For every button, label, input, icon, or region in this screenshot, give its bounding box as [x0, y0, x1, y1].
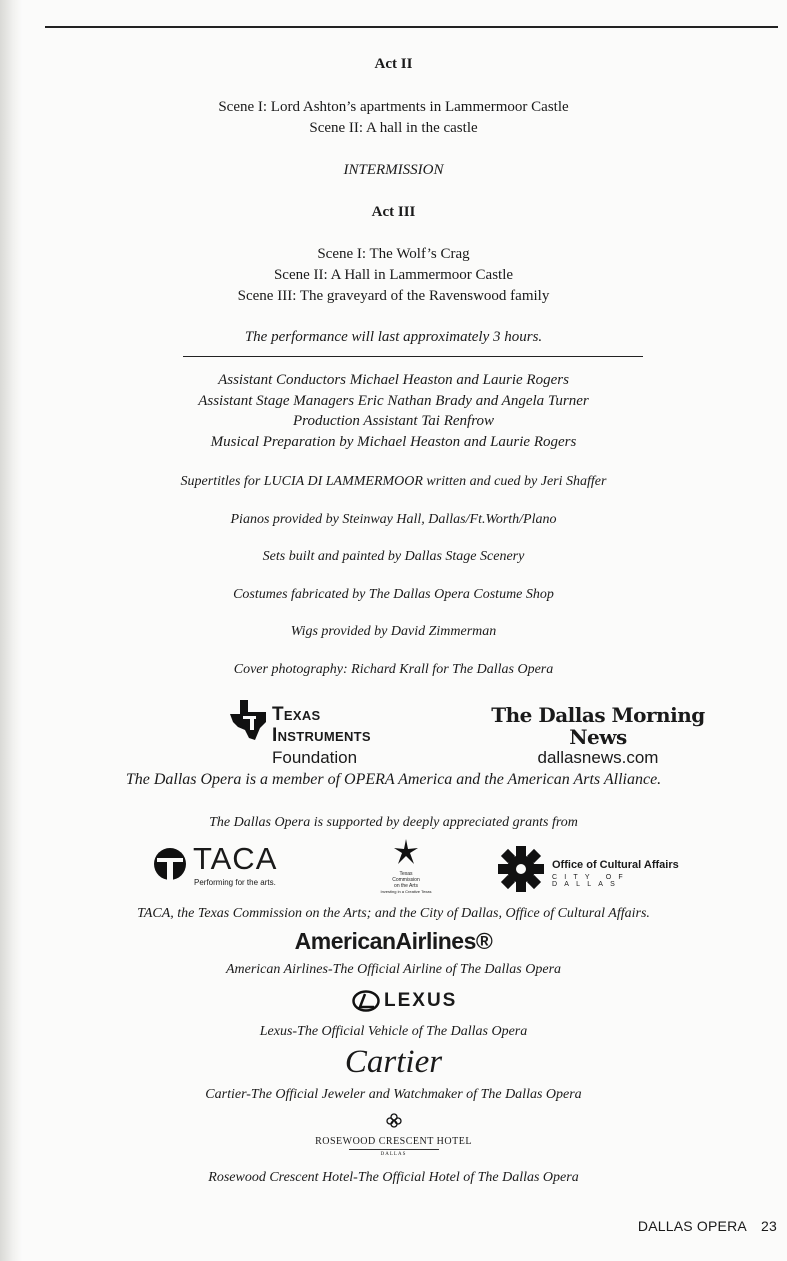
intermission: INTERMISSION [343, 162, 444, 178]
top-rule [45, 26, 778, 28]
taca-logo [153, 841, 333, 895]
dmn-masthead: The Dallas Morning News [491, 703, 705, 749]
credit-pianos: Pianos provided by Steinway Hall, Dallas/Ft.Worth/Plano [230, 512, 557, 527]
lexus-wordmark: LEXUS [384, 990, 458, 1011]
cartier-logo: Cartier [344, 1044, 443, 1080]
lexus-credit: Lexus-The Official Vehicle of The Dallas Opera [259, 1024, 528, 1039]
taca-t-icon [153, 847, 187, 881]
middle-rule [183, 356, 643, 357]
performance-duration: The performance will last approximately 3 hours. [244, 329, 543, 345]
credit-cover-photography: Cover photography: Richard Krall for The Dallas Opera [233, 662, 554, 677]
rosewood-name: ROSEWOOD CRESCENT HOTEL [315, 1136, 472, 1147]
tca-line-3: on the Arts [394, 883, 418, 889]
credit-supertitles: Supertitles for LUCIA DI LAMMERMOOR written and cued by Jeri Shaffer [180, 474, 607, 489]
credit-stage-managers: Assistant Stage Managers Eric Nathan Brady and Angela Turner [198, 393, 589, 409]
american-airlines-logo: AmericanAirlines® [294, 928, 493, 954]
taca-tagline: Performing for the arts. [194, 878, 276, 887]
texas-instruments-logo [230, 700, 430, 770]
act3-heading: Act III [371, 204, 416, 220]
act2-scene-2: Scene II: A hall in the castle [309, 120, 478, 136]
ti-line-2: Instruments [272, 725, 371, 746]
credit-musical-preparation: Musical Preparation by Michael Heaston and Laurie Rogers [210, 434, 577, 450]
cartier-credit: Cartier-The Official Jeweler and Watchmaker of The Dallas Opera [205, 1087, 582, 1102]
oca-subtitle: CITY OF DALLAS [552, 874, 630, 888]
ti-line-1: Texas [272, 704, 321, 725]
page-number: 23 [761, 1218, 777, 1234]
credit-production-assistant: Production Assistant Tai Renfrow [293, 413, 494, 429]
ti-foundation-label: Foundation [272, 748, 358, 767]
credit-sets: Sets built and painted by Dallas Stage Scenery [262, 549, 525, 564]
act3-scene-3: Scene III: The graveyard of the Ravenswood family [237, 288, 550, 304]
star-icon [392, 838, 420, 866]
tca-line-4: Investing in a Creative Texas [380, 889, 432, 894]
grants-intro: The Dallas Opera is supported by deeply appreciated grants from [209, 815, 578, 830]
office-cultural-affairs-logo [498, 846, 698, 892]
taca-wordmark: TACA [193, 841, 278, 876]
tca-line-2: Commission [392, 877, 420, 883]
rosewood-divider [349, 1149, 439, 1150]
credit-wigs: Wigs provided by David Zimmerman [290, 624, 497, 639]
oca-title: Office of Cultural Affairs [552, 859, 679, 871]
act3-scene-1: Scene I: The Wolf’s Crag [317, 246, 470, 262]
rosewood-city: DALLAS [380, 1152, 407, 1157]
texas-commission-arts-logo [370, 838, 442, 896]
footer-publication: DALLAS OPERA [637, 1218, 747, 1234]
rosewood-crescent-logo [0, 1111, 787, 1161]
texas-state-icon [230, 700, 268, 742]
american-airlines-credit: American Airlines-The Official Airline of The Dallas Opera [225, 962, 562, 977]
lexus-logo [352, 990, 472, 1014]
act2-scene-1: Scene I: Lord Ashton’s apartments in Lammermoor Castle [218, 99, 569, 115]
credit-costumes: Costumes fabricated by The Dallas Opera Costume Shop [233, 587, 554, 602]
dmn-url: dallasnews.com [537, 748, 659, 767]
rosewood-credit: Rosewood Crescent Hotel-The Official Hotel of The Dallas Opera [208, 1170, 579, 1185]
act3-scene-2: Scene II: A Hall in Lammermoor Castle [273, 267, 514, 283]
lexus-emblem-icon [352, 990, 380, 1012]
act2-heading: Act II [374, 56, 413, 72]
page-footer [638, 1218, 777, 1234]
grants-list: TACA, the Texas Commission on the Arts; and the City of Dallas, Office of Cultural Affairs. [137, 906, 650, 921]
credit-assistant-conductors: Assistant Conductors Michael Heaston and Laurie Rogers [218, 372, 569, 388]
gear-icon [498, 846, 544, 892]
dallas-morning-news-logo [482, 703, 714, 767]
tca-line-1: Texas [399, 871, 413, 877]
rose-icon [384, 1111, 404, 1129]
membership-statement: The Dallas Opera is a member of OPERA America and the American Arts Alliance. [125, 771, 662, 788]
